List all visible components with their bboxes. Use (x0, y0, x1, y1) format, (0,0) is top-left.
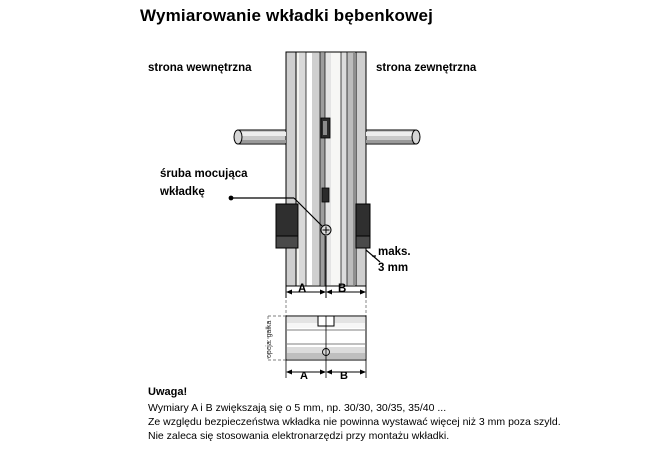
label-option-knob: opcja: gałka (266, 320, 273, 358)
note-block (148, 385, 628, 443)
dim-b-top: B (338, 283, 347, 295)
note-line-2: Ze względu bezpieczeństwa wkładka nie powinna wystawać więcej niż 3 mm poza szyld. (148, 416, 561, 428)
label-screw-line1: śruba mocująca (160, 168, 248, 180)
label-outer-side: strona zewnętrzna (376, 62, 477, 74)
label-max-line2: 3 mm (378, 262, 409, 274)
note-line-3: Nie zaleca się stosowania elektronarzędzi przy montażu wkładki. (148, 430, 450, 442)
outer-escutcheon (356, 204, 370, 248)
page-title: Wymiarowanie wkładki bębenkowej (140, 6, 434, 25)
bottom-view (268, 300, 366, 378)
dim-a-bottom: A (300, 370, 308, 382)
note-line-1: Wymiary A i B zwiększają się o 5 mm, np. 30/30, 30/35, 35/40 ... (148, 402, 447, 414)
dim-a-top: A (298, 283, 307, 295)
inner-escutcheon (276, 204, 298, 248)
label-inner-side: strona wewnętrzna (148, 62, 252, 74)
note-heading: Uwaga! (148, 386, 188, 398)
label-max-line1: maks. (378, 246, 411, 258)
label-screw-line2: wkładkę (160, 186, 205, 198)
dim-b-bottom: B (340, 370, 348, 382)
